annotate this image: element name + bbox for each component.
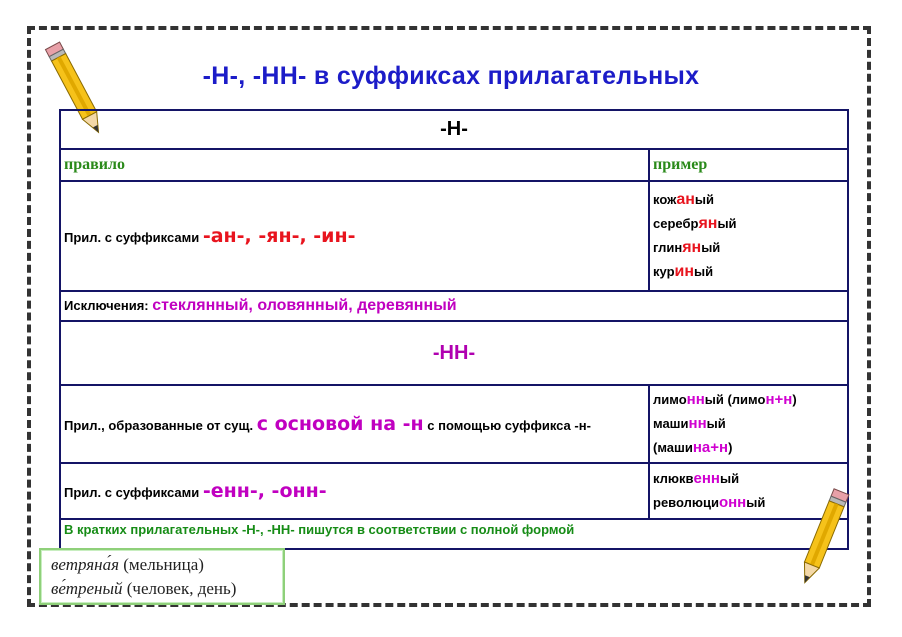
example-word: глиняный <box>653 239 721 256</box>
exceptions-label: Исключения: <box>64 298 153 313</box>
example-cell-an-yan-in <box>649 181 848 291</box>
example-word: серебряный <box>653 215 737 232</box>
section-n-header: -Н- <box>60 110 848 149</box>
rule-cell-enn-onn: Прил. с суффиксами -енн-, -онн- <box>60 463 649 519</box>
rule-highlight: с основой на -н <box>256 413 424 435</box>
column-header-example: пример <box>649 149 848 181</box>
example-cell-noun-stem-n <box>649 385 848 463</box>
pencil-icon <box>792 484 852 596</box>
rule-suffixes: -енн-, -онн- <box>202 480 327 502</box>
column-header-rule: правило <box>60 149 649 181</box>
rules-table <box>59 109 849 550</box>
box-line: ве́треный (человек, день) <box>51 579 237 598</box>
box-word: ве́треный <box>51 579 123 598</box>
box-word: ветряна́я <box>51 555 119 574</box>
example-word: революционный <box>653 494 766 511</box>
example-word: клюквенный <box>653 470 740 487</box>
example-box <box>39 548 285 605</box>
page-title: -Н-, -НН- в суффиксах прилагательных <box>202 62 700 90</box>
exceptions-row <box>60 291 848 321</box>
rule-cell-an-yan-in <box>60 181 649 291</box>
rule-cell-noun-stem-n: Прил., образованные от сущ. с основой на -н с помощью суффикса -н- <box>60 385 649 463</box>
rule-suffixes: -ан-, -ян-, -ин- <box>202 225 356 247</box>
short-form-note: В кратких прилагательных -Н-, -НН- пишутся в соответствии с полной формой <box>60 519 848 549</box>
exceptions-words: стеклянный, оловянный, деревянный <box>152 297 457 314</box>
example-word: (машина+н) <box>653 439 733 456</box>
section-nn-header: -НН- <box>60 321 848 385</box>
rule-text: Прил. с суффиксами <box>64 230 203 245</box>
example-word: лимонный (лимон+н) <box>653 391 797 408</box>
example-word: куриный <box>653 263 714 280</box>
example-word: машинный <box>653 415 726 432</box>
box-line: ветряна́я (мельница) <box>51 555 204 574</box>
example-word: кожаный <box>653 191 714 208</box>
